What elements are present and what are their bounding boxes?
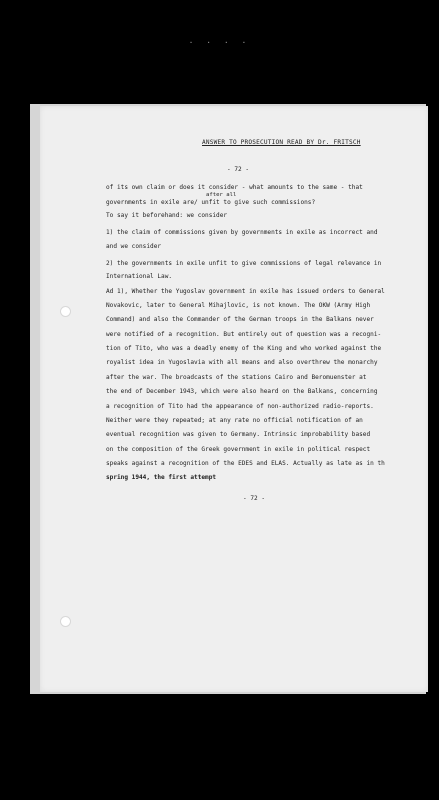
film-frame-mark: · · · · — [188, 38, 251, 47]
body-line: To say it beforehand: we consider — [106, 212, 228, 219]
body-line: 2) the governments in exile unfit to give commissions of legal relevance in — [106, 260, 382, 267]
body-line: a recognition of Tito had the appearance of non-authorized radio-reports. — [106, 403, 374, 410]
body-line: speaks against a recognition of the EDES and ELAS. Actually as late as in th — [106, 460, 385, 467]
body-line: of its own claim or does it consider - what amounts to the same - that — [106, 184, 363, 191]
body-line: on the composition of the Greek government in exile in political respect — [106, 446, 371, 453]
body-line: royalist idea in Yugoslavia with all means and also overthrew the monarchy — [106, 359, 378, 366]
punch-hole-icon — [60, 616, 71, 627]
body-line: after the war. The broadcasts of the stations Cairo and Beromuenster at — [106, 374, 367, 381]
body-line: tion of Tito, who was a deadly enemy of the King and who worked against the — [106, 345, 382, 352]
body-line: 1) the claim of commissions given by governments in exile as incorrect and — [106, 229, 378, 236]
body-line: International Law. — [106, 273, 173, 280]
body-line: Command) and also the Commander of the German troops in the Balkans never — [106, 316, 374, 323]
page-number-bottom: - 72 - — [243, 495, 266, 502]
body-line: Novakovic, later to General Mihajlovic, is not known. The OKW (Army High — [106, 302, 371, 309]
punch-hole-icon — [60, 306, 71, 317]
body-line: governments in exile are/ unfit to give such commissions? — [106, 199, 316, 206]
page-number-top: - 72 - — [227, 166, 250, 173]
body-line: Ad 1), Whether the Yugoslav government in exile has issued orders to General — [106, 288, 385, 295]
body-line: the end of December 1943, which were also heard on the Balkans, concerning — [106, 388, 378, 395]
body-line: spring 1944, the first attempt — [106, 474, 217, 481]
body-line: eventual recognition was given to Germany. Intrinsic improbability based — [106, 431, 371, 438]
body-line: and we consider — [106, 243, 162, 250]
body-line: Neither were they repeated; at any rate no official notification of an — [106, 417, 363, 424]
document-heading: ANSWER TO PROSECUTION READ BY Dr. FRITSCH — [202, 139, 361, 146]
body-line: were notified of a recognition. But entirely out of question was a recogni- — [106, 331, 382, 338]
handwritten-insertion: after all — [206, 192, 237, 198]
